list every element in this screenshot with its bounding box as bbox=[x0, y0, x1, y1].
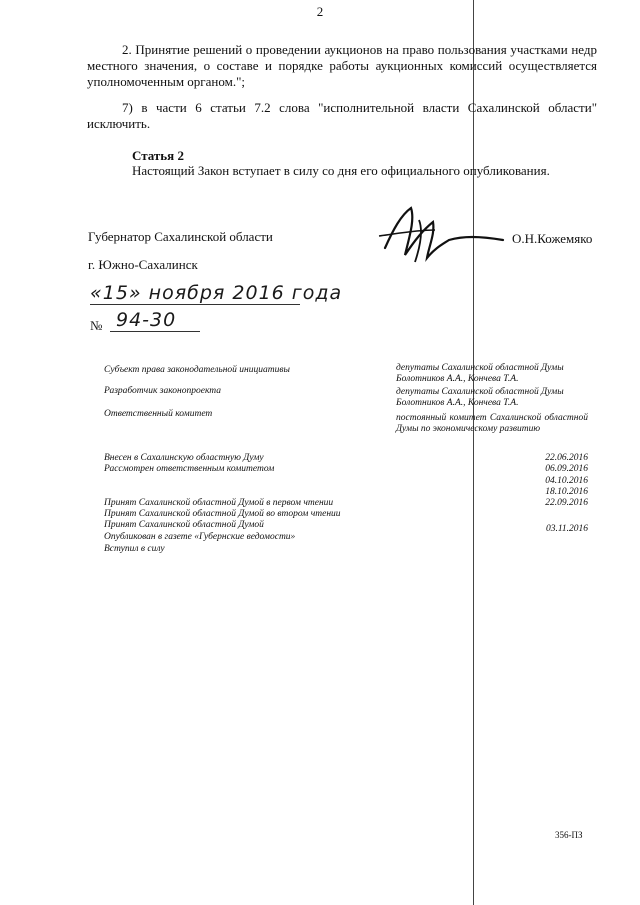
paragraph-point-7: 7) в части 6 статьи 7.2 слова "исполнительной власти Сахалинской области" исключить. bbox=[87, 100, 597, 131]
date-adopted: 03.11.2016 bbox=[545, 524, 588, 534]
date-reviewed-2: 04.10.2016 bbox=[545, 476, 588, 486]
handwritten-date: «15» ноября 2016 года bbox=[90, 282, 343, 304]
number-underline bbox=[110, 331, 200, 332]
city: г. Южно-Сахалинск bbox=[88, 257, 198, 272]
label-committee: Ответственный комитет bbox=[104, 409, 213, 419]
footer-code: 356-ПЗ bbox=[555, 830, 583, 840]
label-developer: Разработчик законопроекта bbox=[104, 386, 222, 396]
label-reviewed: Рассмотрен ответственным комитетом bbox=[104, 464, 275, 474]
article-2-title: Статья 2 bbox=[132, 148, 184, 163]
label-published: Опубликован в газете «Губернские ведомости» bbox=[104, 532, 296, 542]
date-first-reading: 22.09.2016 bbox=[545, 498, 588, 508]
date-reviewed-1: 06.09.2016 bbox=[545, 464, 588, 474]
value-developer: депутаты Сахалинской областной Думы Болотников А.А., Кончева Т.А. bbox=[396, 387, 564, 408]
label-first-reading: Принят Сахалинской областной Думой в первом чтении bbox=[104, 498, 334, 508]
date-reviewed-3: 18.10.2016 bbox=[545, 487, 588, 497]
article-2-text: Настоящий Закон вступает в силу со дня его официального опубликования. bbox=[132, 163, 550, 178]
scan-artifact-line bbox=[473, 0, 474, 905]
governor-title: Губернатор Сахалинской области bbox=[88, 229, 273, 244]
paragraph-point-2: 2. Принятие решений о проведении аукционов на право пользования участками недр местного значения, о составе и порядке работы аукционных комиссий осуществляется уполномоченным органом."; bbox=[87, 42, 597, 89]
number-prefix: № bbox=[90, 318, 103, 333]
signature-image bbox=[375, 200, 510, 270]
handwritten-number: 94-30 bbox=[116, 309, 177, 331]
label-initiative: Субъект права законодательной инициативы bbox=[104, 365, 290, 375]
label-in-force: Вступил в силу bbox=[104, 544, 165, 554]
governor-name: О.Н.Кожемяко bbox=[512, 231, 593, 246]
label-submitted: Внесен в Сахалинскую областную Думу bbox=[104, 453, 264, 463]
date-submitted: 22.06.2016 bbox=[545, 453, 588, 463]
label-adopted: Принят Сахалинской областной Думой bbox=[104, 520, 264, 530]
date-underline bbox=[90, 304, 300, 305]
value-initiative: депутаты Сахалинской областной Думы Болотников А.А., Кончева Т.А. bbox=[396, 363, 564, 384]
value-committee: постоянный комитет Сахалинской областной Думы по экономическому развитию bbox=[396, 413, 588, 434]
page-number: 2 bbox=[316, 4, 324, 19]
label-second-reading: Принят Сахалинской областной Думой во втором чтении bbox=[104, 509, 341, 519]
